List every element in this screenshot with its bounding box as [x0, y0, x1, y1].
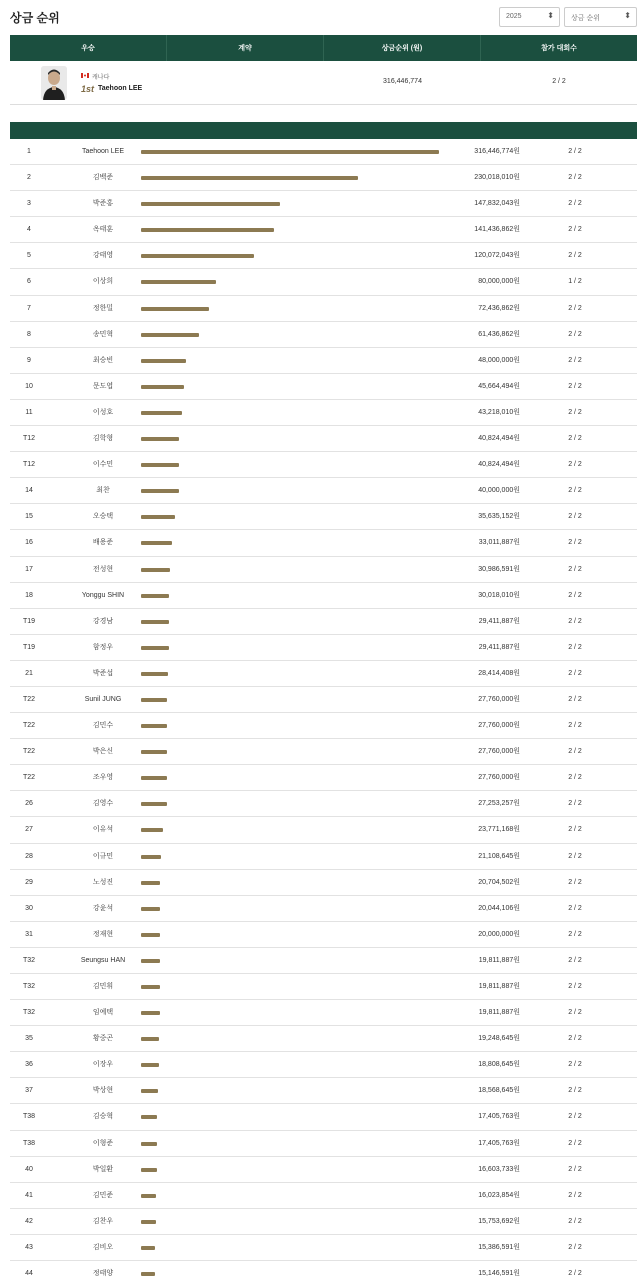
rank-cell: 41 [25, 1191, 33, 1199]
table-row[interactable] [10, 504, 637, 530]
events-played: 2 / 2 [568, 539, 582, 547]
prize-money-bar [141, 594, 169, 598]
prize-money: 21,108,645원 [478, 852, 520, 860]
prize-money: 20,704,502원 [478, 878, 520, 886]
table-row[interactable] [10, 870, 637, 896]
table-row[interactable] [10, 452, 637, 478]
prize-money-bar [141, 333, 199, 337]
table-row[interactable] [10, 557, 637, 583]
top-bar [0, 0, 640, 34]
events-played: 2 / 2 [568, 800, 582, 808]
rank-cell: 7 [27, 304, 31, 312]
prize-money-bar [141, 750, 167, 754]
prize-money-bar [141, 698, 167, 702]
column-header-events: 참가 대회수 [541, 45, 577, 52]
events-played: 2 / 2 [568, 1087, 582, 1095]
rank-cell: 18 [25, 591, 33, 599]
table-row[interactable] [10, 269, 637, 295]
prize-money-bar [141, 489, 179, 493]
prize-money-bar [141, 1011, 160, 1015]
rank-cell: 1 [27, 148, 31, 155]
player-name[interactable]: 정태양 [92, 1270, 114, 1278]
table-row[interactable] [10, 974, 637, 1000]
prize-money: 30,018,010원 [478, 591, 520, 599]
prize-money: 15,146,591원 [478, 1270, 520, 1278]
events-played: 2 / 2 [568, 565, 582, 573]
table-row[interactable] [10, 1209, 637, 1235]
events-played: 2 / 2 [568, 1165, 582, 1173]
player-name[interactable]: 이상희 [92, 278, 114, 286]
table-row[interactable] [10, 530, 637, 556]
prize-money-bar [141, 385, 184, 389]
events-played: 2 / 2 [568, 1191, 582, 1199]
table-row[interactable] [10, 922, 637, 948]
events-played: 2 / 2 [568, 878, 582, 886]
select-arrows-icon: ⬍ [624, 11, 631, 20]
table-row[interactable] [10, 1157, 637, 1183]
rank-cell: 36 [25, 1061, 33, 1069]
prize-money: 141,436,862원 [474, 226, 520, 234]
events-played: 2 / 2 [568, 930, 582, 938]
rank-cell: 14 [25, 487, 33, 495]
year-select-value: 2025 [506, 13, 522, 20]
table-row[interactable] [10, 1261, 637, 1280]
prize-money-bar [141, 1272, 155, 1276]
table-row[interactable] [10, 191, 637, 217]
events-played: 2 / 2 [568, 669, 582, 677]
rank-cell: 6 [27, 278, 31, 286]
player-name[interactable]: 전성현 [92, 565, 114, 573]
prize-money-bar [141, 985, 160, 989]
table-row[interactable] [10, 374, 637, 400]
prize-money: 16,603,733원 [478, 1165, 520, 1173]
prize-money: 120,072,043원 [474, 252, 520, 260]
prize-money-bar [141, 1063, 159, 1067]
rank-cell: T38 [22, 1113, 36, 1121]
page-title: 상금 순위 [10, 11, 60, 25]
events-played: 2 / 2 [568, 1243, 582, 1251]
table-row[interactable] [10, 165, 637, 191]
rank-cell: T19 [22, 643, 36, 651]
prize-money-bar [141, 828, 163, 832]
rank-cell: 40 [25, 1165, 33, 1173]
rank-cell: T32 [22, 983, 36, 990]
events-played: 1 / 2 [568, 278, 582, 286]
prize-money: 15,386,591원 [478, 1243, 520, 1251]
prize-money: 27,253,257원 [478, 800, 520, 808]
events-played: 2 / 2 [568, 200, 582, 208]
table-row[interactable] [10, 478, 637, 504]
prize-money-bar [141, 776, 167, 780]
prize-money-bar [141, 724, 167, 728]
column-header-prize-money: 상금순위 (원) [324, 35, 481, 61]
events-played: 2 / 2 [568, 956, 582, 964]
player-name[interactable]: 문도엽 [92, 382, 114, 390]
player-name[interactable]: Seungsu HAN [80, 956, 126, 964]
events-played: 2 / 2 [568, 408, 582, 416]
events-played: 2 / 2 [568, 382, 582, 390]
prize-money-bar [141, 620, 169, 624]
prize-money-bar [141, 1220, 156, 1224]
rank-cell: T22 [22, 748, 36, 756]
prize-money: 48,000,000원 [478, 356, 520, 364]
rank-cell: 15 [25, 513, 33, 521]
table-row[interactable] [10, 948, 637, 974]
prize-money-bar [141, 1246, 155, 1250]
ranking-list [10, 139, 637, 1280]
player-name[interactable]: 김민수 [92, 722, 114, 730]
table-row[interactable] [10, 1235, 637, 1261]
prize-money: 29,411,887원 [478, 617, 520, 625]
events-played: 2 / 2 [568, 1217, 582, 1225]
player-name[interactable]: 이규민 [92, 852, 114, 860]
events-played: 2 / 2 [568, 904, 582, 912]
rank-cell: 10 [25, 382, 33, 390]
leader-name[interactable]: Taehoon LEE [98, 85, 143, 92]
player-name[interactable]: 박상현 [92, 1087, 114, 1095]
table-header [10, 35, 637, 61]
rank-cell: 26 [25, 800, 33, 808]
prize-money: 316,446,774원 [474, 148, 520, 155]
leader-country: 캐나다 [92, 75, 110, 81]
prize-money-bar [141, 933, 160, 937]
rank-cell: 31 [25, 930, 33, 938]
events-played: 2 / 2 [568, 983, 582, 990]
events-played: 2 / 2 [568, 591, 582, 599]
player-name[interactable]: 최승빈 [92, 356, 114, 364]
player-name[interactable]: 이유석 [92, 826, 114, 834]
prize-money-bar [141, 568, 170, 572]
rank-cell: T22 [22, 774, 36, 782]
prize-money-bar [141, 411, 182, 415]
prize-money: 43,218,010원 [478, 408, 520, 416]
prize-money-bar [141, 254, 254, 258]
rank-cell: 28 [25, 852, 33, 860]
player-name[interactable]: 박준섭 [92, 669, 114, 677]
player-name[interactable]: 정한밀 [92, 304, 114, 312]
prize-money-bar [141, 881, 160, 885]
events-played: 2 / 2 [568, 330, 582, 338]
prize-money: 29,411,887원 [478, 643, 520, 651]
table-row[interactable] [10, 687, 637, 713]
prize-money-bar [141, 437, 179, 441]
events-played: 2 / 2 [568, 1009, 582, 1017]
prize-money: 17,405,763원 [478, 1113, 520, 1121]
player-name[interactable]: 황중곤 [92, 1035, 114, 1043]
events-played: 2 / 2 [568, 1113, 582, 1121]
events-played: 2 / 2 [568, 1270, 582, 1278]
player-name[interactable]: 강태영 [92, 252, 114, 260]
events-played: 2 / 2 [568, 487, 582, 495]
events-played: 2 / 2 [568, 356, 582, 364]
player-name[interactable]: Taehoon LEE [81, 148, 125, 155]
prize-money-bar [141, 307, 209, 311]
table-row[interactable] [10, 1078, 637, 1104]
player-name[interactable]: Yonggu SHIN [81, 591, 125, 599]
rank-cell: 8 [27, 330, 31, 338]
player-name[interactable]: 강윤석 [92, 904, 114, 912]
events-played: 2 / 2 [568, 1061, 582, 1069]
events-played: 2 / 2 [568, 174, 582, 182]
prize-money: 40,824,494원 [478, 435, 520, 443]
player-name[interactable]: 김학형 [92, 435, 114, 443]
table-row[interactable] [10, 1183, 637, 1209]
rank-cell: T22 [22, 695, 36, 703]
prize-money: 27,760,000원 [478, 695, 520, 703]
prize-money: 18,568,645원 [478, 1087, 520, 1095]
table-row[interactable] [10, 1000, 637, 1026]
table-row[interactable] [10, 426, 637, 452]
prize-money: 17,405,763원 [478, 1139, 520, 1147]
table-row[interactable] [10, 243, 637, 269]
events-played: 2 / 2 [568, 695, 582, 703]
player-name[interactable]: 이형준 [92, 1139, 114, 1147]
rank-cell: 16 [25, 539, 33, 547]
events-played: 2 / 2 [568, 148, 582, 155]
player-name[interactable]: 김민휘 [92, 983, 114, 990]
player-name[interactable]: 정재현 [92, 930, 114, 938]
rank-cell: T19 [22, 617, 36, 625]
player-name[interactable]: 이수민 [92, 461, 114, 469]
events-played: 2 / 2 [568, 748, 582, 756]
rank-cell: T32 [22, 956, 36, 964]
table-row[interactable] [10, 844, 637, 870]
events-played: 2 / 2 [568, 226, 582, 234]
player-name[interactable]: 임예택 [92, 1009, 114, 1017]
player-name[interactable]: 박일환 [92, 1165, 114, 1173]
events-played: 2 / 2 [568, 617, 582, 625]
rank-cell: 42 [25, 1217, 33, 1225]
events-played: 2 / 2 [568, 513, 582, 521]
prize-money: 40,824,494원 [478, 461, 520, 469]
rank-cell: T38 [22, 1139, 36, 1147]
prize-money-bar [141, 1142, 157, 1146]
prize-money: 27,760,000원 [478, 748, 520, 756]
rank-cell: 21 [25, 669, 33, 677]
prize-money-bar [141, 672, 168, 676]
prize-money-bar [141, 1194, 156, 1198]
table-row[interactable] [10, 583, 637, 609]
ranking-list-header [10, 122, 637, 139]
table-row[interactable] [10, 896, 637, 922]
ranking-type-value: 상금 순위 [571, 15, 600, 22]
rank-cell: T32 [22, 1009, 36, 1017]
player-name[interactable]: 송민혁 [92, 330, 114, 338]
table-row[interactable] [10, 1052, 637, 1078]
prize-money-bar [141, 463, 179, 467]
prize-money: 19,811,887원 [478, 1009, 520, 1017]
select-arrows-icon: ⬍ [547, 11, 554, 20]
table-row[interactable] [10, 1026, 637, 1052]
player-name[interactable]: 이성호 [92, 408, 114, 416]
player-name[interactable]: 최찬 [96, 487, 110, 495]
player-name[interactable]: 노성진 [92, 878, 114, 886]
rank-cell: 9 [27, 356, 31, 364]
prize-money-bar [141, 359, 186, 363]
ranking-type-select[interactable] [564, 7, 637, 27]
prize-money: 147,832,043원 [474, 200, 520, 208]
prize-money: 23,771,168원 [478, 826, 520, 834]
table-row[interactable] [10, 661, 637, 687]
avatar [41, 66, 67, 100]
leader-rank-label: 1st [81, 84, 95, 94]
events-played: 2 / 2 [568, 722, 582, 730]
events-played: 2 / 2 [568, 252, 582, 260]
player-name[interactable]: 김비오 [92, 1243, 114, 1251]
table-row[interactable] [10, 609, 637, 635]
canada-flag-icon [81, 73, 89, 78]
column-header-win: 우승 [10, 35, 167, 61]
player-name[interactable]: Sunil JUNG [84, 695, 122, 703]
rank-cell: 11 [25, 408, 33, 416]
prize-money-bar [141, 1168, 157, 1172]
events-played: 2 / 2 [568, 826, 582, 834]
prize-money: 80,000,000원 [478, 278, 520, 286]
table-row[interactable] [10, 348, 637, 374]
player-name[interactable]: 김영수 [92, 800, 114, 808]
rank-cell: 2 [27, 174, 31, 182]
leader-card[interactable] [10, 61, 637, 105]
prize-money: 72,436,862원 [478, 304, 520, 312]
prize-money: 19,811,887원 [478, 956, 520, 964]
rank-cell: T12 [22, 435, 36, 443]
prize-money: 16,023,854원 [478, 1191, 520, 1199]
prize-money-bar [141, 176, 358, 180]
table-row[interactable] [10, 791, 637, 817]
events-played: 2 / 2 [568, 852, 582, 860]
rank-cell: 17 [25, 565, 33, 573]
prize-money-bar [141, 1037, 159, 1041]
table-row[interactable] [10, 1104, 637, 1130]
prize-money: 27,760,000원 [478, 774, 520, 782]
player-name[interactable]: 옥태훈 [92, 226, 114, 234]
prize-money: 230,018,010원 [474, 174, 520, 182]
prize-money: 61,436,862원 [478, 330, 520, 338]
prize-money: 18,808,645원 [478, 1061, 520, 1069]
prize-money-bar [141, 280, 216, 284]
table-row[interactable] [10, 765, 637, 791]
rank-cell: 4 [27, 226, 31, 234]
prize-money-bar [141, 541, 172, 545]
table-row[interactable] [10, 139, 637, 165]
prize-money: 19,248,645원 [478, 1035, 520, 1043]
rank-cell: T12 [22, 461, 36, 469]
prize-money: 35,635,152원 [478, 513, 520, 521]
prize-money: 33,011,887원 [478, 539, 520, 547]
rank-cell: 27 [25, 826, 33, 834]
prize-money: 40,000,000원 [478, 487, 520, 495]
prize-money: 15,753,692원 [478, 1217, 520, 1225]
player-name[interactable]: 함정우 [92, 643, 114, 651]
player-name[interactable]: 조우영 [92, 774, 114, 782]
leader-events: 2 / 2 [552, 78, 566, 85]
player-name[interactable]: 이장우 [92, 1061, 114, 1069]
prize-money-bar [141, 515, 175, 519]
prize-money: 19,811,887원 [478, 983, 520, 990]
events-played: 2 / 2 [568, 643, 582, 651]
player-name[interactable]: 김승혁 [92, 1113, 114, 1121]
prize-money-bar [141, 802, 167, 806]
prize-money: 20,044,106원 [478, 904, 520, 912]
prize-money: 28,414,408원 [478, 669, 520, 677]
player-name[interactable]: 김백준 [92, 174, 114, 182]
prize-money: 20,000,000원 [478, 930, 520, 938]
prize-money: 45,664,494원 [478, 382, 520, 390]
events-played: 2 / 2 [568, 435, 582, 443]
events-played: 2 / 2 [568, 1035, 582, 1043]
events-played: 2 / 2 [568, 774, 582, 782]
rank-cell: 30 [25, 904, 33, 912]
rank-cell: 35 [25, 1035, 33, 1043]
table-row[interactable] [10, 817, 637, 843]
rank-cell: 3 [27, 200, 31, 208]
year-select[interactable] [499, 7, 560, 27]
events-played: 2 / 2 [568, 461, 582, 469]
player-name[interactable]: 김찬우 [92, 1217, 114, 1225]
player-name[interactable]: 오승택 [92, 513, 114, 521]
table-row[interactable] [10, 400, 637, 426]
player-name[interactable]: 강경남 [92, 617, 114, 625]
rank-cell: T22 [22, 722, 36, 730]
table-row[interactable] [10, 322, 637, 348]
prize-money: 30,986,591원 [478, 565, 520, 573]
prize-money-bar [141, 959, 160, 963]
column-header-contract: 계약 [167, 35, 324, 61]
table-row[interactable] [10, 739, 637, 765]
player-name[interactable]: 박준홍 [92, 200, 114, 208]
table-row[interactable] [10, 635, 637, 661]
prize-money-bar [141, 228, 274, 232]
events-played: 2 / 2 [568, 304, 582, 312]
prize-money-bar [141, 907, 160, 911]
rank-cell: 43 [25, 1243, 33, 1251]
rank-cell: 44 [25, 1270, 33, 1278]
prize-money-bar [141, 202, 280, 206]
prize-money-bar [141, 150, 439, 154]
events-played: 2 / 2 [568, 1139, 582, 1147]
table-row[interactable] [10, 296, 637, 322]
table-row[interactable] [10, 217, 637, 243]
player-name[interactable]: 김민준 [92, 1191, 114, 1199]
rank-cell: 5 [27, 252, 31, 260]
prize-money-bar [141, 646, 169, 650]
prize-money-bar [141, 1089, 158, 1093]
table-row[interactable] [10, 713, 637, 739]
leader-prize-money: 316,446,774 [383, 78, 422, 85]
prize-money: 27,760,000원 [478, 722, 520, 730]
prize-money-bar [141, 1115, 157, 1119]
rank-cell: 29 [25, 878, 33, 886]
player-name[interactable]: 배용준 [92, 539, 114, 547]
prize-money-bar [141, 855, 161, 859]
table-row[interactable] [10, 1131, 637, 1157]
player-name[interactable]: 박은신 [92, 748, 114, 756]
rank-cell: 37 [25, 1087, 33, 1095]
